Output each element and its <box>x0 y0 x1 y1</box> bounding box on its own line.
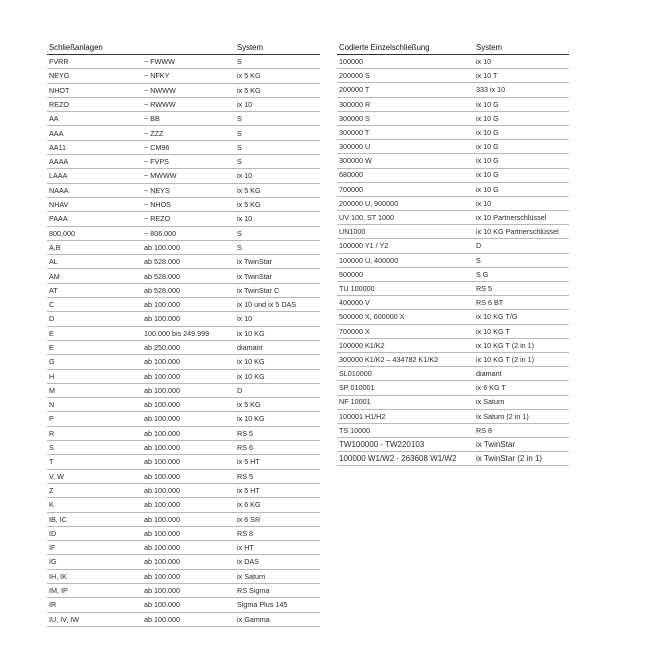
table-cell: ~ 806.000 <box>142 226 235 240</box>
table-row <box>337 395 569 409</box>
table-cell: ix Gamma <box>235 612 320 626</box>
table-cell: ix TwinStar <box>235 255 320 269</box>
table-cell: D <box>235 383 320 397</box>
table-row <box>47 555 320 569</box>
table-cell: AAAA <box>47 155 142 169</box>
table-cell: ab 100.000 <box>142 426 235 440</box>
table-cell: NHOT <box>47 83 142 97</box>
table-row <box>337 97 569 111</box>
table-cell: IU, IV, IW <box>47 612 142 626</box>
table-cell: ab 100.000 <box>142 541 235 555</box>
table-cell: S <box>235 140 320 154</box>
table-cell: K <box>47 498 142 512</box>
table-row <box>47 412 320 426</box>
table-cell: ab 100.000 <box>142 598 235 612</box>
table-cell: 800,000 <box>47 226 142 240</box>
table-cell: ab 100.000 <box>142 441 235 455</box>
table-cell: 100000 W1/W2 - 263608 W1/W2 <box>337 452 474 466</box>
table-row <box>337 452 569 466</box>
table-cell: ~ CM96 <box>142 140 235 154</box>
table-row <box>47 355 320 369</box>
table-cell: RS Sigma <box>235 583 320 597</box>
table-cell: ix 5 KG <box>235 197 320 211</box>
schliessanlagen-table <box>47 42 320 627</box>
table-cell: R <box>47 426 142 440</box>
table-row <box>47 183 320 197</box>
table-cell: S <box>235 240 320 254</box>
table-cell: ix 5 KG <box>235 69 320 83</box>
table-cell: 100000 <box>337 55 474 69</box>
table-row <box>47 598 320 612</box>
table-cell: NAAA <box>47 183 142 197</box>
table-cell: ab 100.000 <box>142 469 235 483</box>
table-cell: ix 5 HT <box>235 455 320 469</box>
table-row <box>337 338 569 352</box>
table-cell: ab 100.000 <box>142 412 235 426</box>
table-cell: RS 5 <box>235 469 320 483</box>
table-cell: IH, IK <box>47 569 142 583</box>
table-cell: 200000 U, 900000 <box>337 196 474 210</box>
table-cell: ~ BB <box>142 112 235 126</box>
table-row <box>47 541 320 555</box>
column-header <box>142 42 235 55</box>
table-cell: ~ NEYS <box>142 183 235 197</box>
table-row <box>47 469 320 483</box>
table-cell: E <box>47 326 142 340</box>
table-cell: ix 5 KG <box>235 183 320 197</box>
table-cell: IG <box>47 555 142 569</box>
table-row <box>47 155 320 169</box>
table-cell: ix Saturn <box>235 569 320 583</box>
table-cell: T <box>47 455 142 469</box>
table-cell: 400000 V <box>337 296 474 310</box>
table-row <box>47 269 320 283</box>
table-cell: S <box>235 55 320 69</box>
table-cell: UV 100, ST 1000 <box>337 211 474 225</box>
table-row <box>47 398 320 412</box>
table-cell: ix 10 G <box>474 97 569 111</box>
table-cell: ab 100.000 <box>142 583 235 597</box>
table-row <box>337 367 569 381</box>
table-cell: IR <box>47 598 142 612</box>
table-cell: ab 100.000 <box>142 555 235 569</box>
table-cell: D <box>474 239 569 253</box>
table-cell: ix 10 KG <box>235 369 320 383</box>
table-cell: RS 6 BT <box>474 296 569 310</box>
table-cell: 100000 U, 400000 <box>337 253 474 267</box>
table-row <box>337 352 569 366</box>
table-row <box>47 298 320 312</box>
table-row <box>47 426 320 440</box>
table-cell: ix 10 KG T/G <box>474 310 569 324</box>
table-row <box>47 312 320 326</box>
table-cell: 100001 H1/H2 <box>337 409 474 423</box>
table-cell: S <box>474 253 569 267</box>
table-row <box>337 154 569 168</box>
table-cell: ~ NFKY <box>142 69 235 83</box>
table-cell: AA <box>47 112 142 126</box>
table-row <box>337 296 569 310</box>
table-cell: ab 528.000 <box>142 255 235 269</box>
table-cell: ix 5 KG <box>235 83 320 97</box>
table-cell: S <box>235 155 320 169</box>
table-header-row <box>337 42 569 55</box>
table-cell: 300000 K1/K2 – 434782 K1/K2 <box>337 352 474 366</box>
table-row <box>47 583 320 597</box>
table-row <box>337 69 569 83</box>
table-cell: N <box>47 398 142 412</box>
table-cell: 300000 U <box>337 140 474 154</box>
table-cell: ix 10 <box>235 169 320 183</box>
table-cell: ix 10 KG <box>235 412 320 426</box>
table-cell: ab 100.000 <box>142 240 235 254</box>
table-cell: ab 100.000 <box>142 355 235 369</box>
table-row <box>337 140 569 154</box>
table-row <box>47 455 320 469</box>
table-cell: REZO <box>47 97 142 111</box>
table-cell: LAAA <box>47 169 142 183</box>
table-cell: SP 010001 <box>337 381 474 395</box>
table-cell: ix 10 <box>474 55 569 69</box>
table-cell: ix 10 KG <box>235 326 320 340</box>
table-cell: 100000 Y1 / Y2 <box>337 239 474 253</box>
table-cell: ix 10 KG <box>235 355 320 369</box>
table-cell: 300000 T <box>337 125 474 139</box>
table-cell: D <box>47 312 142 326</box>
table-cell: ID <box>47 526 142 540</box>
table-row <box>47 226 320 240</box>
table-cell: ix TwinStar C <box>235 283 320 297</box>
table-cell: ix 10 <box>235 312 320 326</box>
table-row <box>337 381 569 395</box>
table-cell: A,B <box>47 240 142 254</box>
table-cell: ab 100.000 <box>142 455 235 469</box>
table-cell: ab 528.000 <box>142 283 235 297</box>
table-cell: FVRR <box>47 55 142 69</box>
table-row <box>47 169 320 183</box>
table-cell: 680000 <box>337 168 474 182</box>
table-cell: ix 6 SR <box>235 512 320 526</box>
table-cell: ~ NWWW <box>142 83 235 97</box>
table-cell: ix Saturn <box>474 395 569 409</box>
table-row <box>47 197 320 211</box>
table-cell: V, W <box>47 469 142 483</box>
table-row <box>47 140 320 154</box>
table-cell: 500000 <box>337 267 474 281</box>
table-cell: RS 8 <box>235 526 320 540</box>
table-row <box>47 326 320 340</box>
table-row <box>337 438 569 452</box>
table-cell: ~ REZO <box>142 212 235 226</box>
table-cell: ix 10 Partnerschlüssel <box>474 211 569 225</box>
table-cell: C <box>47 298 142 312</box>
table-row <box>337 409 569 423</box>
codierte-einzelschliessung-table <box>337 42 569 466</box>
table-cell: ix 10 G <box>474 125 569 139</box>
table-cell: ab 100.000 <box>142 398 235 412</box>
table-cell: ix 10 T <box>474 69 569 83</box>
column-header: Codierte Einzelschließung <box>337 42 474 55</box>
table-header-row <box>47 42 320 55</box>
table-row <box>47 369 320 383</box>
table-cell: ab 100.000 <box>142 383 235 397</box>
table-cell: ix 10 <box>235 97 320 111</box>
table-cell: ix Saturn (2 in 1) <box>474 409 569 423</box>
table-cell: ab 100.000 <box>142 483 235 497</box>
table-cell: RS 6 <box>235 441 320 455</box>
table-cell: ix 6 KG <box>235 498 320 512</box>
table-cell: AA11 <box>47 140 142 154</box>
table-cell: RS 8 <box>474 423 569 437</box>
table-row <box>337 225 569 239</box>
table-cell: E <box>47 340 142 354</box>
table-row <box>47 55 320 69</box>
table-row <box>47 69 320 83</box>
table-row <box>47 283 320 297</box>
table-cell: ix 10 G <box>474 182 569 196</box>
table-cell: 700000 <box>337 182 474 196</box>
table-cell: S <box>47 441 142 455</box>
table-cell: AAA <box>47 126 142 140</box>
table-row <box>47 340 320 354</box>
table-cell: ix HT <box>235 541 320 555</box>
table-cell: H <box>47 369 142 383</box>
table-row <box>47 441 320 455</box>
table-row <box>337 182 569 196</box>
table-cell: 300000 S <box>337 111 474 125</box>
table-row <box>47 97 320 111</box>
table-row <box>337 282 569 296</box>
table-cell: IF <box>47 541 142 555</box>
table-cell: 333 ix 10 <box>474 83 569 97</box>
table-cell: ix DAS <box>235 555 320 569</box>
table-cell: ix 10 KG Partnerschlüssel <box>474 225 569 239</box>
table-cell: TS 10000 <box>337 423 474 437</box>
table-cell: ab 100.000 <box>142 612 235 626</box>
table-row <box>47 112 320 126</box>
table-cell: ab 100.000 <box>142 498 235 512</box>
table-row <box>47 483 320 497</box>
table-cell: RS 5 <box>474 282 569 296</box>
table-row <box>337 125 569 139</box>
table-cell: NEYG <box>47 69 142 83</box>
table-cell: P <box>47 412 142 426</box>
table-row <box>337 55 569 69</box>
table-cell: SL010000 <box>337 367 474 381</box>
table-cell: diamant <box>235 340 320 354</box>
table-cell: ~ MWWW <box>142 169 235 183</box>
table-cell: ix 10 <box>474 196 569 210</box>
table-cell: IM, IP <box>47 583 142 597</box>
table-cell: 100.000 bis 249.999 <box>142 326 235 340</box>
table-row <box>47 255 320 269</box>
table-row <box>337 168 569 182</box>
table-row <box>337 196 569 210</box>
table-cell: NF 10001 <box>337 395 474 409</box>
table-cell: IB, IC <box>47 512 142 526</box>
table-row <box>337 310 569 324</box>
table-cell: ix 5 KG <box>235 398 320 412</box>
table-cell: ix 10 KG T <box>474 324 569 338</box>
table-row <box>47 126 320 140</box>
table-cell: ~ ZZZ <box>142 126 235 140</box>
table-cell: RS 5 <box>235 426 320 440</box>
table-cell: ix 10 <box>235 212 320 226</box>
table-row <box>337 267 569 281</box>
table-cell: S <box>235 226 320 240</box>
table-cell: 200000 S <box>337 69 474 83</box>
table-cell: ~ RWWW <box>142 97 235 111</box>
table-cell: UN1000 <box>337 225 474 239</box>
table-cell: Sigma Plus 145 <box>235 598 320 612</box>
table-cell: ab 100.000 <box>142 312 235 326</box>
table-row <box>337 111 569 125</box>
table-cell: ab 100.000 <box>142 526 235 540</box>
table-cell: ix 10 und ix 5 DAS <box>235 298 320 312</box>
table-row <box>47 383 320 397</box>
table-cell: ix 10 KG T (2 in 1) <box>474 338 569 352</box>
table-cell: AL <box>47 255 142 269</box>
table-row <box>47 212 320 226</box>
table-row <box>47 240 320 254</box>
table-cell: ab 528.000 <box>142 269 235 283</box>
table-cell: ~ NHOS <box>142 197 235 211</box>
table-cell: ix 6 KG T <box>474 381 569 395</box>
table-cell: ix 10 KG T (2 in 1) <box>474 352 569 366</box>
table-row <box>337 423 569 437</box>
table-cell: 100000 K1/K2 <box>337 338 474 352</box>
table-cell: 500000 X, 600000 X <box>337 310 474 324</box>
table-cell: TU 100000 <box>337 282 474 296</box>
table-cell: AT <box>47 283 142 297</box>
table-cell: 700000 X <box>337 324 474 338</box>
table-row <box>337 83 569 97</box>
table-cell: 200000 T <box>337 83 474 97</box>
table-cell: ab 100.000 <box>142 369 235 383</box>
table-cell: ix TwinStar <box>235 269 320 283</box>
table-cell: ix 10 G <box>474 154 569 168</box>
table-row <box>337 211 569 225</box>
table-cell: ~ FWWW <box>142 55 235 69</box>
table-cell: G <box>47 355 142 369</box>
table-cell: ab 250.000 <box>142 340 235 354</box>
table-cell: ix 5 HT <box>235 483 320 497</box>
column-header: Schließanlagen <box>47 42 142 55</box>
table-row <box>337 253 569 267</box>
table-cell: ix TwinStar <box>474 438 569 452</box>
table-cell: ix TwinStar (2 in 1) <box>474 452 569 466</box>
table-row <box>337 324 569 338</box>
table-row <box>47 512 320 526</box>
table-cell: AM <box>47 269 142 283</box>
table-cell: ab 100.000 <box>142 298 235 312</box>
table-cell: S <box>235 112 320 126</box>
table-cell: ix 10 G <box>474 140 569 154</box>
table-cell: M <box>47 383 142 397</box>
table-row <box>47 569 320 583</box>
table-cell: ix 10 G <box>474 111 569 125</box>
table-row <box>47 612 320 626</box>
table-cell: ab 100.000 <box>142 512 235 526</box>
table-row <box>47 83 320 97</box>
table-cell: ab 100.000 <box>142 569 235 583</box>
table-cell: 300000 W <box>337 154 474 168</box>
table-cell: ~ FVPS <box>142 155 235 169</box>
table-cell: 300000 R <box>337 97 474 111</box>
table-row <box>47 526 320 540</box>
table-cell: PAAA <box>47 212 142 226</box>
table-cell: ix 10 G <box>474 168 569 182</box>
column-header: System <box>235 42 320 55</box>
table-cell: S <box>235 126 320 140</box>
table-cell: NHAV <box>47 197 142 211</box>
table-row <box>337 239 569 253</box>
table-cell: S G <box>474 267 569 281</box>
table-cell: Z <box>47 483 142 497</box>
column-header: System <box>474 42 569 55</box>
table-cell: TW100000 - TW220103 <box>337 438 474 452</box>
table-cell: diamant <box>474 367 569 381</box>
table-row <box>47 498 320 512</box>
